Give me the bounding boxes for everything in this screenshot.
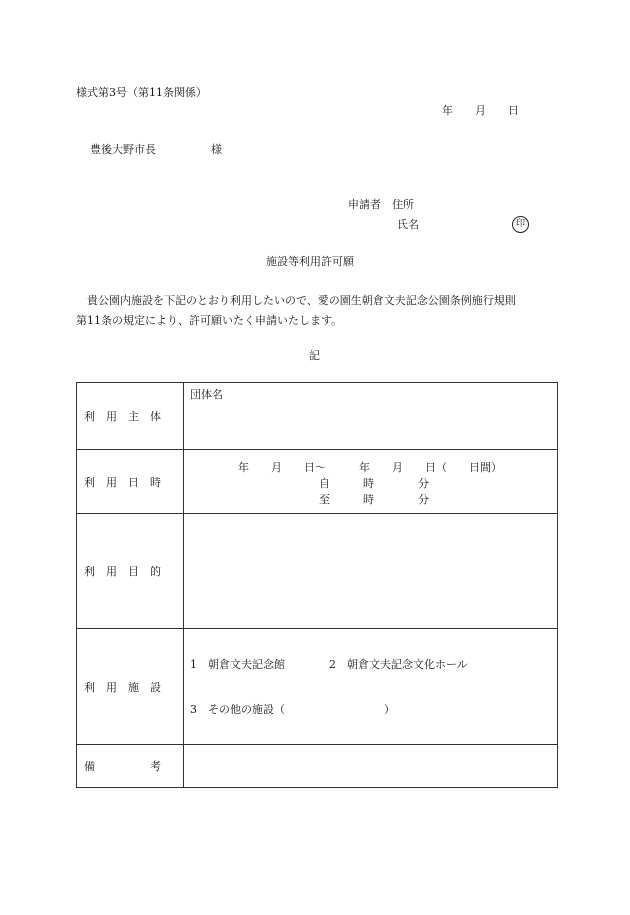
label-datetime: 利 用 日 時 (84, 475, 161, 489)
label-remarks: 備 考 (84, 760, 161, 773)
user-cell[interactable] (184, 383, 558, 450)
facility-option-3: 3 その他の施設（ ） (190, 703, 395, 716)
submission-date: 年 月 日 (442, 104, 519, 117)
facility-option-1-2: 1 朝倉文夫記念館 2 朝倉文夫記念文化ホール (190, 658, 468, 671)
seal-icon: 印 (512, 216, 529, 233)
applicant-name-label: 氏名 (397, 218, 419, 231)
row-user (77, 383, 558, 450)
to-time: 至 時 分 (319, 493, 429, 506)
remarks-cell[interactable] (184, 745, 558, 788)
body-line-2: 第11条の規定により、許可願いたく申請いたします。 (76, 314, 343, 327)
row-purpose (77, 514, 558, 629)
row-facility (77, 629, 558, 745)
label-user: 利 用 主 体 (84, 410, 161, 423)
addressee: 豊後大野市長 様 (90, 143, 222, 156)
form-number: 様式第3号（第11条関係） (76, 86, 207, 99)
ki-heading: 記 (309, 349, 320, 362)
label-purpose: 利 用 目 的 (84, 565, 161, 578)
org-name-label: 団体名 (190, 388, 223, 401)
row-remarks (77, 745, 558, 788)
applicant-address: 申請者 住所 (348, 198, 414, 211)
facility-cell[interactable] (184, 629, 558, 745)
from-time: 自 時 分 (319, 477, 429, 490)
body-line-1: 貴公園内施設を下記のとおり利用したいので、愛の園生朝倉文夫記念公園条例施行規則 (76, 294, 516, 307)
date-range: 年 月 日～ 年 月 日（ 日間） (238, 461, 502, 474)
purpose-cell[interactable] (184, 514, 558, 629)
datetime-cell[interactable] (184, 450, 558, 514)
document-title: 施設等利用許可願 (266, 255, 354, 268)
application-table (76, 382, 558, 788)
row-datetime (77, 450, 558, 514)
label-facility: 利 用 施 設 (84, 680, 161, 694)
